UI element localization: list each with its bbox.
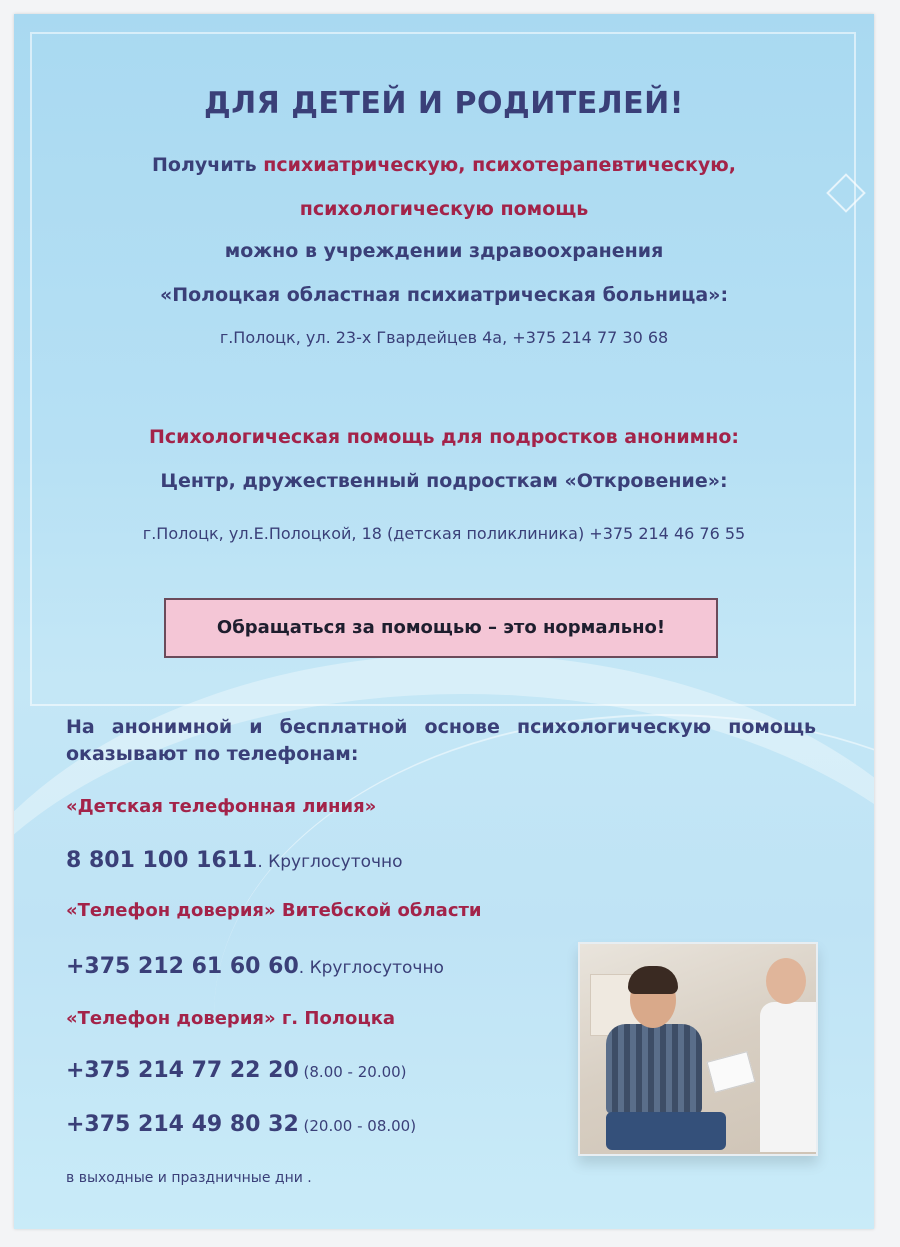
photo-therapist-figure: [760, 958, 816, 1152]
hospital-address: г.Полоцк, ул. 23-х Гвардейцев 4а, +375 214 77 30 68: [219, 328, 669, 347]
photo-notepad: [707, 1051, 756, 1093]
phone-line-3-hours-1: (8.00 - 20.00): [298, 1063, 407, 1081]
teen-center-address: г.Полоцк, ул.Е.Полоцкой, 18 (детская поликлиника) +375 214 46 76 55: [142, 524, 746, 543]
phone-line-2-number: +375 212 61 60 60: [66, 954, 299, 979]
phones-intro: На анонимной и бесплатной основе психологическую помощь оказывают по телефонам:: [66, 716, 816, 765]
phone-line-3a: [66, 1058, 407, 1083]
intro-highlight-2: психологическую помощь: [299, 198, 589, 220]
counseling-photo: [578, 942, 818, 1156]
phone-line-3-hours-2: (20.00 - 08.00): [298, 1117, 417, 1135]
phone-line-2: [66, 954, 444, 979]
teen-heading: Психологическая помощь для подростков анонимно:: [149, 426, 739, 448]
phone-line-1-suffix: . Круглосуточно: [257, 852, 403, 872]
phone-line-1: [66, 848, 403, 873]
phone-line-2-suffix: . Круглосуточно: [298, 958, 444, 978]
poster: [14, 14, 874, 1229]
phone-line-1-name: «Детская телефонная линия»: [66, 796, 377, 817]
intro-prefix: Получить: [152, 154, 264, 176]
banner-box: Обращаться за помощью – это нормально!: [164, 598, 718, 658]
intro-highlight-1: психиатрическую, психотерапевтическую,: [263, 154, 736, 176]
phone-line-3-name: «Телефон доверия» г. Полоцка: [66, 1008, 396, 1029]
phone-line-3b: [66, 1112, 416, 1137]
phone-line-3-number-2: +375 214 49 80 32: [66, 1112, 299, 1137]
intro-line-1: [14, 154, 874, 176]
phone-line-1-number: 8 801 100 1611: [66, 848, 258, 873]
phone-line-2-name: «Телефон доверия» Витебской области: [66, 900, 482, 921]
weekend-note: в выходные и праздничные дни .: [66, 1170, 312, 1186]
poster-title: ДЛЯ ДЕТЕЙ И РОДИТЕЛЕЙ!: [204, 86, 684, 121]
intro-line-3: можно в учреждении здравоохранения: [224, 240, 664, 262]
photo-teen-figure: [600, 964, 710, 1152]
hospital-name: «Полоцкая областная психиатрическая больница»:: [159, 284, 729, 306]
phone-line-3-number-1: +375 214 77 22 20: [66, 1058, 299, 1083]
teen-center-name: Центр, дружественный подросткам «Откровение»:: [160, 470, 728, 492]
